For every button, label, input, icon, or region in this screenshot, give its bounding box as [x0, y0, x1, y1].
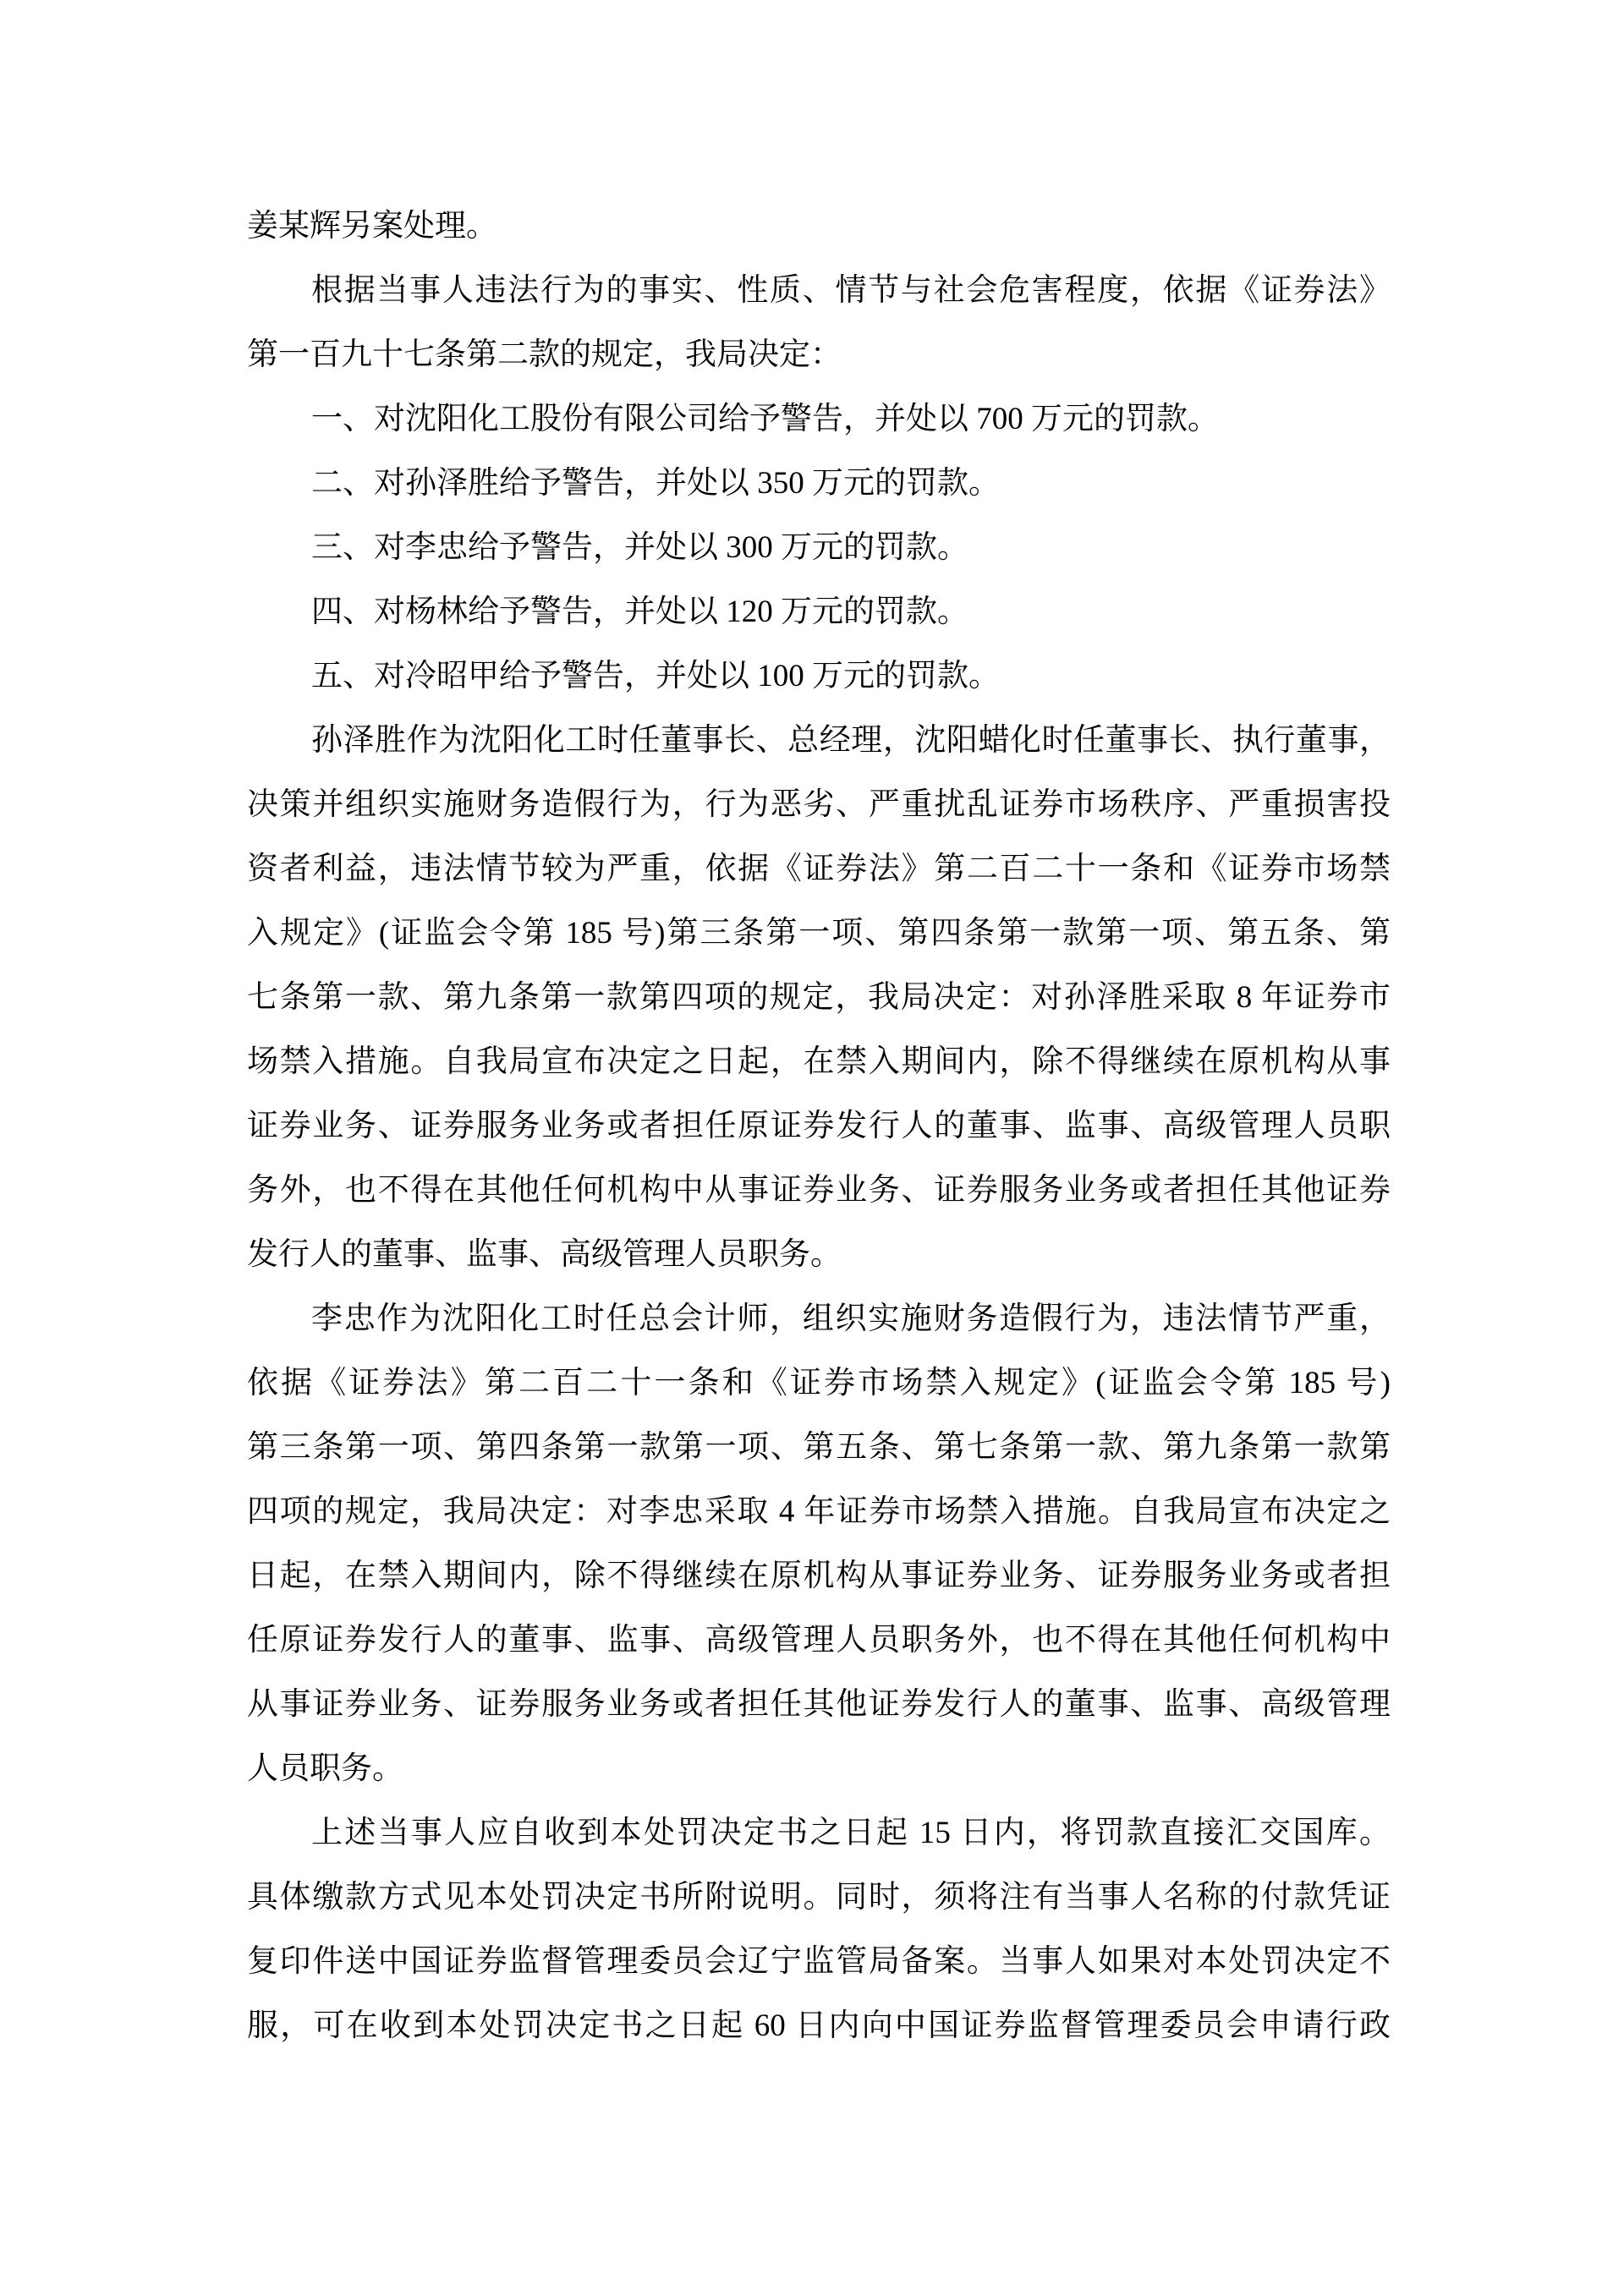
text-line: 场禁入措施。自我局宣布决定之日起，在禁入期间内，除不得继续在原机构从事 [247, 1044, 1391, 1079]
text-line: 五、对冷昭甲给予警告，并处以 100 万元的罚款。 [311, 659, 1000, 693]
text-line: 服，可在收到本处罚决定书之日起 60 日内向中国证券监督管理委员会申请行政 [247, 2008, 1391, 2043]
text-line: 证券业务、证券服务业务或者担任原证券发行人的董事、监事、高级管理人员职 [247, 1109, 1391, 1143]
text-line: 二、对孙泽胜给予警告，并处以 350 万元的罚款。 [311, 466, 1000, 501]
text-line: 依据《证券法》第二百二十一条和《证券市场禁入规定》(证监会令第 185 号) [247, 1366, 1391, 1400]
text-line: 务外，也不得在其他任何机构中从事证券业务、证券服务业务或者担任其他证券 [247, 1173, 1391, 1208]
text-line: 从事证券业务、证券服务业务或者担任其他证券发行人的董事、监事、高级管理 [247, 1687, 1391, 1722]
text-line: 决策并组织实施财务造假行为，行为恶劣、严重扰乱证券市场秩序、严重损害投 [247, 787, 1391, 822]
text-line: 四、对杨林给予警告，并处以 120 万元的罚款。 [311, 595, 968, 629]
text-line: 上述当事人应自收到本处罚决定书之日起 15 日内，将罚款直接汇交国库。 [311, 1816, 1391, 1850]
text-line: 根据当事人违法行为的事实、性质、情节与社会危害程度，依据《证券法》 [311, 273, 1391, 308]
text-line: 入规定》(证监会令第 185 号)第三条第一项、第四条第一款第一项、第五条、第 [247, 916, 1391, 951]
text-line: 第一百九十七条第二款的规定，我局决定： [247, 337, 842, 372]
text-line: 日起，在禁入期间内，除不得继续在原机构从事证券业务、证券服务业务或者担 [247, 1559, 1391, 1593]
text-line: 发行人的董事、监事、高级管理人员职务。 [247, 1237, 842, 1272]
text-line: 第三条第一项、第四条第一款第一项、第五条、第七条第一款、第九条第一款第 [247, 1430, 1391, 1465]
text-line: 复印件送中国证券监督管理委员会辽宁监管局备案。当事人如果对本处罚决定不 [247, 1944, 1391, 1979]
text-line: 资者利益，违法情节较为严重，依据《证券法》第二百二十一条和《证券市场禁 [247, 852, 1391, 886]
text-line: 任原证券发行人的董事、监事、高级管理人员职务外，也不得在其他任何机构中 [247, 1623, 1391, 1658]
text-line: 具体缴款方式见本处罚决定书所附说明。同时，须将注有当事人名称的付款凭证 [247, 1880, 1391, 1915]
text-line: 李忠作为沈阳化工时任总会计师，组织实施财务造假行为，违法情节严重， [311, 1301, 1391, 1336]
text-line: 一、对沈阳化工股份有限公司给予警告，并处以 700 万元的罚款。 [311, 402, 1219, 436]
text-line: 人员职务。 [247, 1751, 403, 1786]
text-line: 四项的规定，我局决定：对李忠采取 4 年证券市场禁入措施。自我局宣布决定之 [247, 1494, 1391, 1529]
document-text-block [247, 195, 1391, 2058]
text-line: 三、对李忠给予警告，并处以 300 万元的罚款。 [311, 530, 968, 565]
text-line: 七条第一款、第九条第一款第四项的规定，我局决定：对孙泽胜采取 8 年证券市 [247, 980, 1391, 1015]
text-line: 姜某辉另案处理。 [247, 209, 497, 244]
text-line: 孙泽胜作为沈阳化工时任董事长、总经理，沈阳蜡化时任董事长、执行董事， [311, 723, 1391, 758]
